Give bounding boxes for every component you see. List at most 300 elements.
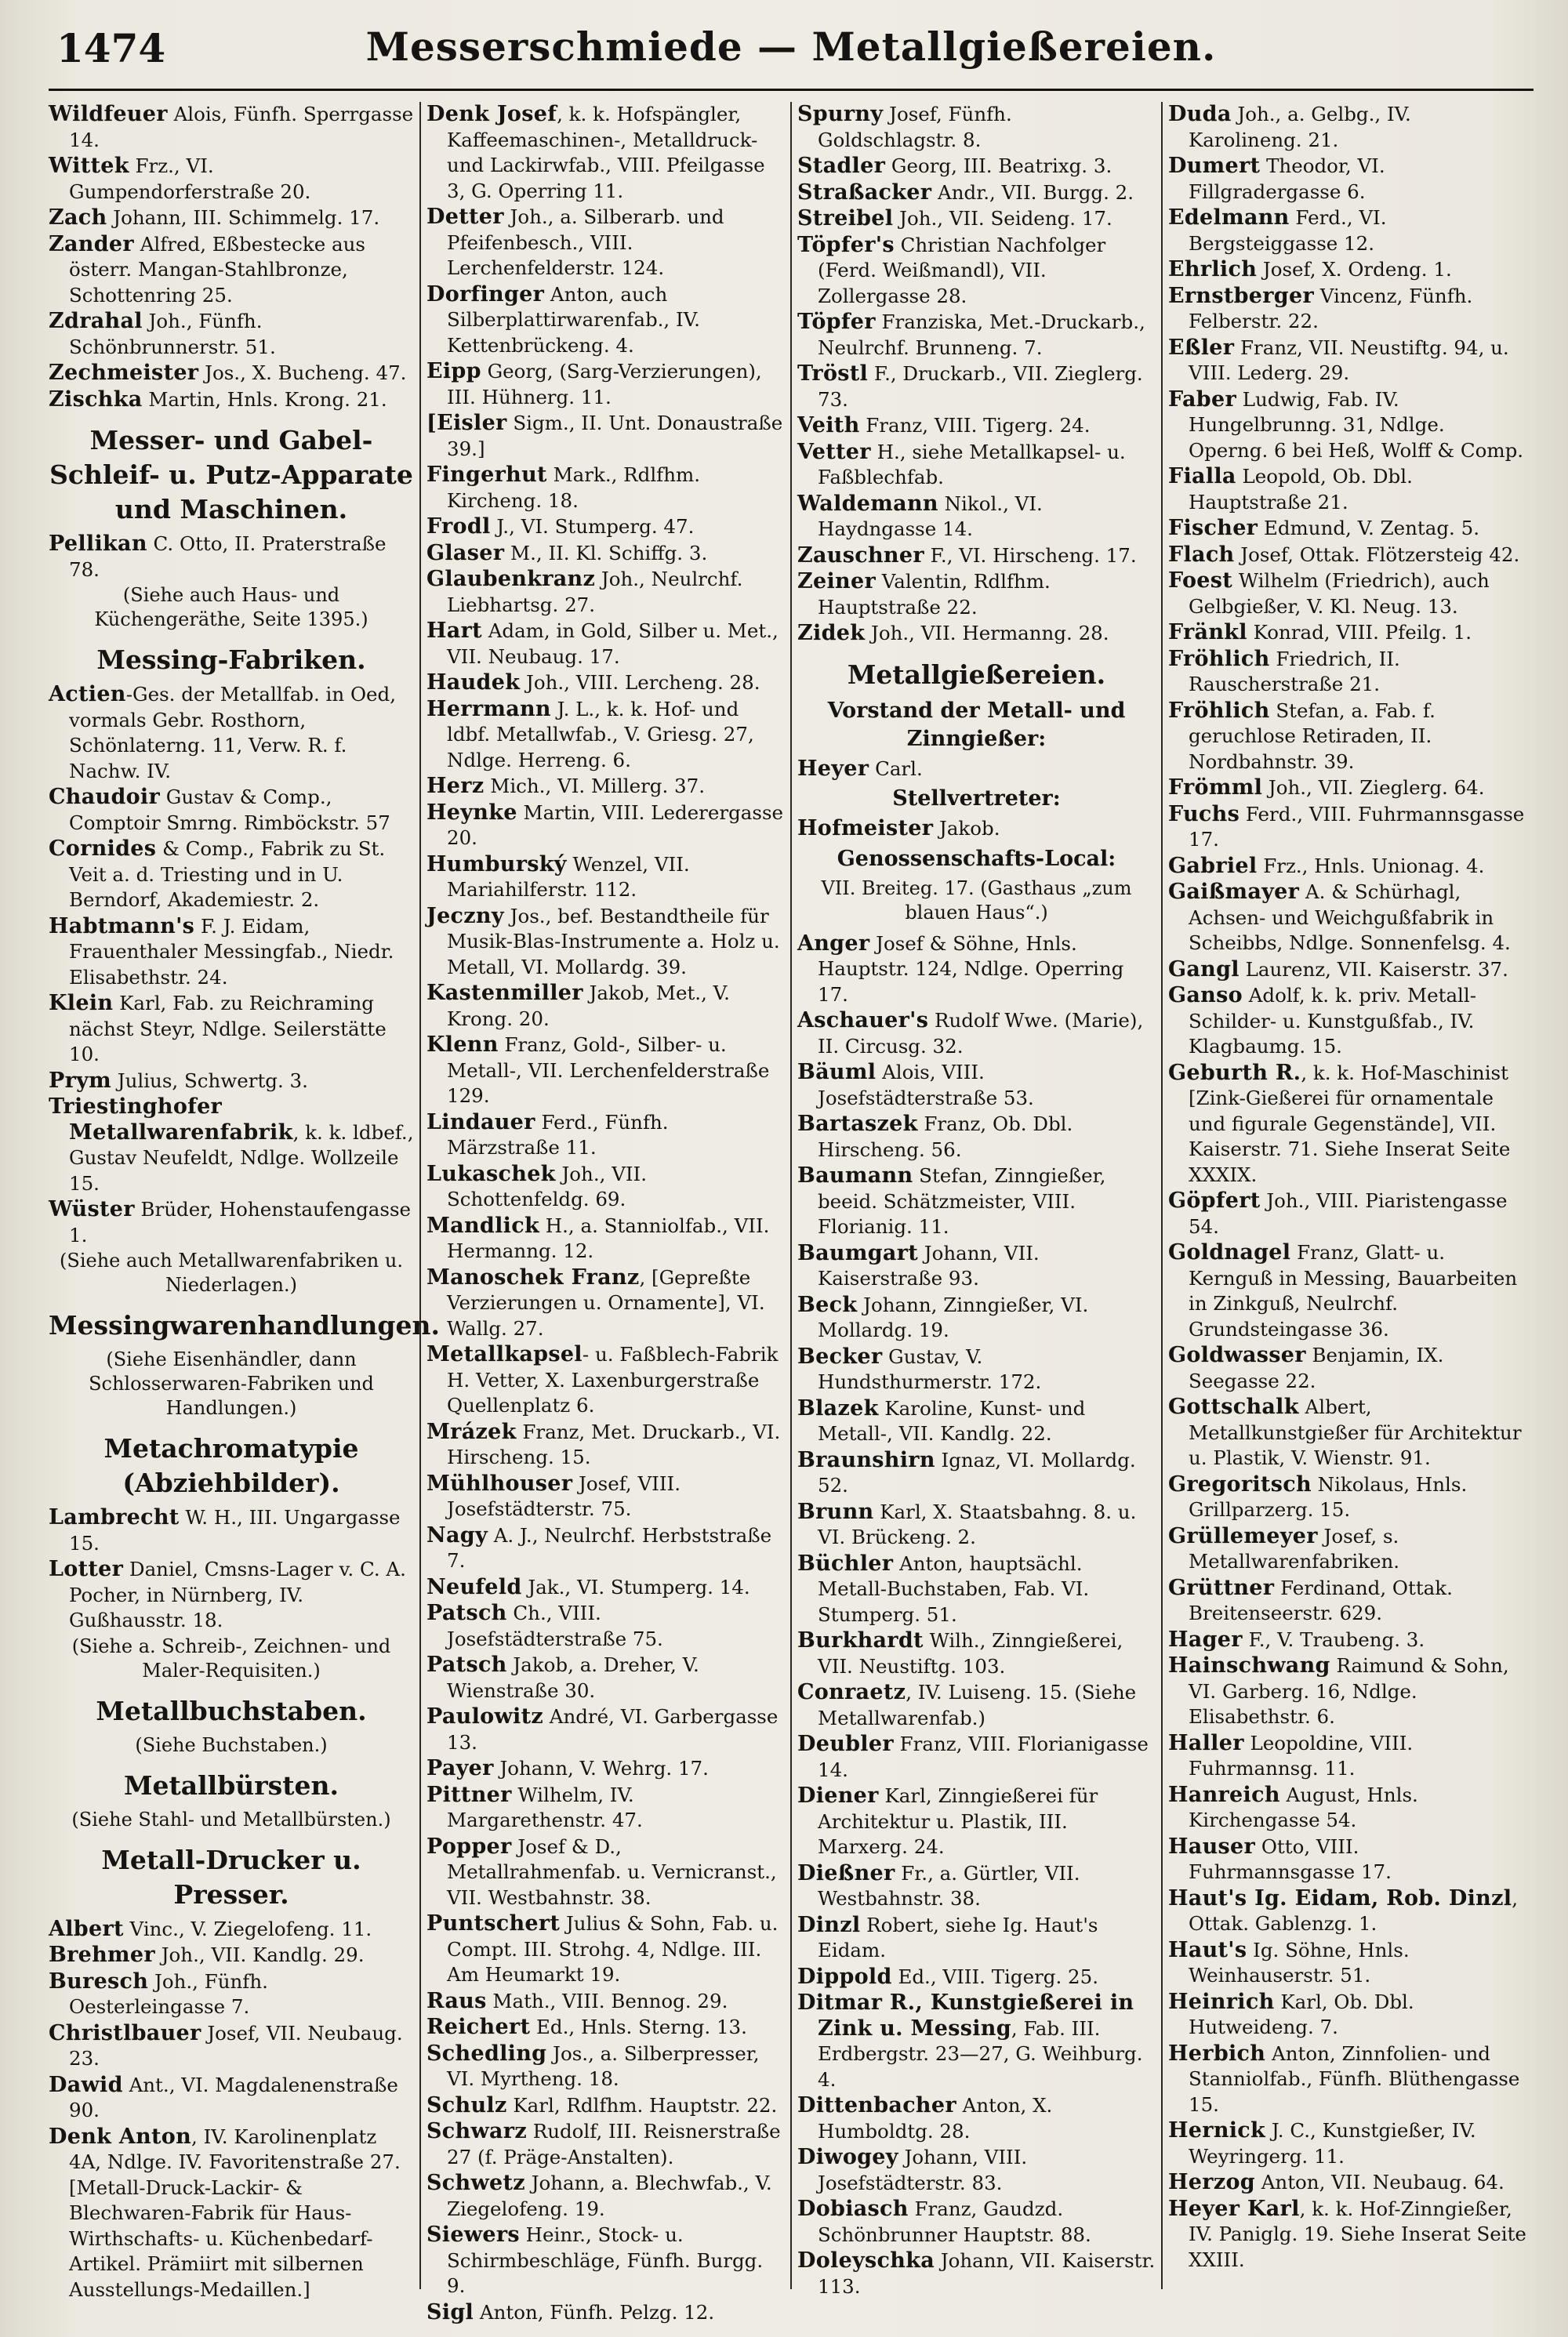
- entry-text: Adolf, k. k. priv. Metall-Schilder- u. Kunstgußfab., IV. Klagbaumg. 15.: [1189, 984, 1476, 1058]
- entry-text: Nikol., VI. Haydngasse 14.: [818, 492, 1043, 540]
- entry-name: Haut's: [1168, 1937, 1247, 1962]
- entry-text: Adam, in Gold, Silber u. Met., VII. Neubaug. 17.: [447, 619, 779, 668]
- list-item: [1168, 2197, 1526, 2273]
- entry-text: Georg, (Sarg-Verzierungen), III. Hühnerg. 11.: [447, 360, 762, 408]
- entry-text: , k. k. Hofspängler, Kaffeemaschinen-, Metalldruck- und Lackirwfab., VIII. Pfeilgasse 3, G. Operring 11.: [447, 103, 765, 202]
- entry-name: Duda: [1168, 102, 1232, 126]
- entry-text: Josef, VII. Neubaug. 23.: [69, 2021, 403, 2070]
- entry-name: Frömml: [1168, 775, 1263, 800]
- entry-text: Albert, Metallkunstgießer für Architektur u. Plastik, V. Wienstr. 91.: [1189, 1395, 1522, 1469]
- list-item: [797, 1680, 1156, 1731]
- entry-name: Fischer: [1168, 516, 1258, 540]
- entry-text: Wilh., Zinngießerei, VII. Neustiftg. 103.: [818, 1629, 1123, 1678]
- entry-text: Jos., bef. Bestandtheile für Musik-Blas-Instrumente a. Holz u. Metall, VI. Mollardg. 39.: [447, 904, 780, 978]
- entry-text: Ant., VI. Magdalenenstraße 90.: [69, 2073, 398, 2121]
- entry-name: Siewers: [426, 2223, 520, 2247]
- list-item: [1168, 516, 1526, 542]
- entry-text: Johann, VII. Kaiserstraße 93.: [818, 1241, 1040, 1290]
- cross-reference-note: (Siehe Eisenhändler, dann Schlosserwaren-Fabriken und Handlungen.): [89, 1348, 374, 1419]
- list-item: [426, 282, 785, 359]
- list-item: [1168, 1240, 1526, 1342]
- entry-text: Rudolf, III. Reisnerstraße 27 (f. Präge-Anstalten).: [447, 2120, 781, 2168]
- entry-name: Heyer Karl: [1168, 2196, 1300, 2221]
- section-heading: Metallgießereien.: [847, 659, 1106, 690]
- list-item: [426, 697, 785, 774]
- list-item: [426, 2015, 785, 2041]
- list-item: [1168, 387, 1526, 464]
- entry-name: Bäuml: [797, 1060, 877, 1084]
- list-item: [1168, 957, 1526, 983]
- list-item: [1168, 205, 1526, 256]
- entry-text: Johann, VIII. Josefstädterstr. 83.: [818, 2146, 1028, 2194]
- entry-name: Zach: [49, 205, 107, 230]
- subsection-heading: Genossenschafts-Local:: [837, 846, 1116, 871]
- entry-text: Joh., VII. Kandlg. 29.: [154, 1943, 365, 1966]
- entry-text: W. H., III. Ungargasse 15.: [69, 1506, 401, 1555]
- entry-text: Martin, VIII. Lederergasse 20.: [447, 800, 784, 849]
- list-item: [49, 2021, 414, 2072]
- entry-text: Ferd., Fünfh. Märzstraße 11.: [447, 1110, 669, 1159]
- entry-name: Streibel: [797, 206, 894, 230]
- entry-name: Nagy: [426, 1522, 488, 1548]
- entry-name: Christlbauer: [49, 2020, 201, 2045]
- entry-text: Jakob.: [933, 817, 1000, 840]
- list-item: [1168, 2170, 1526, 2196]
- entry-text: , [Gepreßte Verzierungen u. Ornamente], VI. Wallg. 27.: [447, 1265, 765, 1340]
- list-item: [49, 991, 414, 1068]
- entry-text: Frz., Hnls. Unionag. 4.: [1257, 854, 1485, 877]
- entry-text: , IV. Luiseng. 15. (Siehe Metallwarenfab.): [818, 1681, 1137, 1729]
- list-item: [426, 774, 785, 800]
- entry-text: Leopoldine, VIII. Fuhrmannsg. 11.: [1189, 1731, 1414, 1780]
- list-item: [1168, 1061, 1526, 1188]
- entry-text: F., VI. Hirscheng. 17.: [924, 543, 1137, 567]
- entry-text: Wenzel, VII. Mariahilferstr. 112.: [447, 852, 690, 901]
- list-item: [426, 205, 785, 281]
- entry-text: André, VI. Garbergasse 13.: [447, 1705, 779, 1754]
- entry-name: Albert: [49, 1916, 124, 1941]
- list-item: [1168, 699, 1526, 775]
- list-item: [426, 359, 785, 410]
- entry-text: Johann, a. Blechwfab., V. Ziegelofeng. 19.: [447, 2172, 772, 2220]
- entry-name: Blazek: [797, 1395, 879, 1421]
- entry-name: Göpfert: [1168, 1188, 1261, 1213]
- entry-name: Fröhlich: [1168, 698, 1270, 723]
- entry-name: Dießner: [797, 1860, 895, 1885]
- entry-name: Veith: [797, 413, 860, 437]
- list-item: [1168, 983, 1526, 1060]
- entry-text: Wilhelm (Friedrich), auch Gelbgießer, V. Kl. Neug. 13.: [1189, 569, 1490, 618]
- entry-text: Ig. Söhne, Hnls. Weinhauserstr. 51.: [1189, 1938, 1410, 1987]
- list-item: [797, 206, 1156, 232]
- list-item: [426, 567, 785, 618]
- list-item: [797, 2248, 1156, 2299]
- list-item: [797, 102, 1156, 153]
- entry-text: Mich., VI. Millerg. 37.: [484, 775, 705, 797]
- entry-text: Sigm., II. Unt. Donaustraße 39.]: [447, 412, 783, 460]
- entry-name: Faber: [1168, 386, 1236, 412]
- list-item: [797, 1008, 1156, 1059]
- list-item: [426, 2300, 785, 2326]
- entry-text: Karl, Rdlfhm. Hauptstr. 22.: [506, 2093, 778, 2117]
- entry-name: Pellikan: [49, 532, 147, 556]
- entry-name: Haller: [1168, 1730, 1244, 1755]
- list-item: [797, 757, 1156, 782]
- list-item: [426, 1783, 785, 1834]
- list-item: [797, 1060, 1156, 1111]
- entry-name: Baumgart: [797, 1240, 918, 1265]
- entry-text: Laurenz, VII. Kaiserstr. 37.: [1239, 957, 1508, 981]
- column-4: [1161, 102, 1532, 2289]
- directory-columns: [49, 102, 1534, 2324]
- list-item: [1168, 543, 1526, 568]
- section-heading: Messingwarenhandlungen.: [49, 1310, 440, 1341]
- entry-text: Joh., VII. Zieglerg. 64.: [1262, 776, 1485, 799]
- entry-name: Tröstl: [797, 361, 869, 386]
- list-item: [797, 2093, 1156, 2144]
- list-item: [1168, 1628, 1526, 1653]
- list-item: [797, 1965, 1156, 1990]
- entry-name: Mühlhouser: [426, 1471, 573, 1496]
- entry-name: Ditmar R., Kunstgießerei in Zink u. Messing: [797, 1990, 1134, 2041]
- entry-name: Heynke: [426, 800, 517, 825]
- entry-name: Puntschert: [426, 1911, 561, 1936]
- list-item: [426, 463, 785, 513]
- list-item: [797, 1241, 1156, 1292]
- entry-name: Dumert: [1168, 154, 1261, 178]
- entry-text: Frz., VI. Gumpendorferstraße 20.: [69, 154, 311, 203]
- entry-name: Zischka: [49, 386, 143, 412]
- list-item: [797, 492, 1156, 543]
- list-item: [797, 1396, 1156, 1447]
- entry-text: Franziska, Met.-Druckarb., Neulrchf. Brunneng. 7.: [818, 310, 1145, 359]
- entry-name: Wildfeuer: [49, 102, 168, 126]
- list-item: [797, 180, 1156, 206]
- entry-text: Konrad, VIII. Pfeilg. 1.: [1247, 621, 1472, 644]
- section-heading: Messer- und Gabel-Schleif- u. Putz-Apparate und Maschinen.: [49, 425, 413, 524]
- entry-text: -Ges. der Metallfab. in Oed, vormals Gebr. Rosthorn, Schönlaterng. 11, Verw. R. f. Nachw. IV.: [69, 683, 397, 782]
- entry-name: Klein: [49, 991, 114, 1015]
- list-item: [797, 1732, 1156, 1783]
- entry-name: Metallkapsel: [426, 1342, 583, 1366]
- entry-text: Josef, Ottak. Flötzersteig 42.: [1234, 543, 1520, 566]
- entry-text: Christian Nachfolger (Ferd. Weißmandl), VII. Zollergasse 28.: [818, 233, 1106, 307]
- entry-name: Baumann: [797, 1163, 913, 1188]
- list-item: [49, 1943, 414, 1969]
- list-item: [426, 1472, 785, 1522]
- entry-name: Sigl: [426, 2299, 474, 2324]
- list-item: [49, 1969, 414, 2020]
- entry-text: Ferdinand, Ottak. Breitenseerstr. 629.: [1189, 1576, 1453, 1624]
- list-item: [49, 1094, 414, 1196]
- entry-name: Edelmann: [1168, 205, 1290, 230]
- entry-text: Gustav, V. Hundsthurmerstr. 172.: [818, 1345, 1042, 1393]
- entry-name: Bartaszek: [797, 1112, 918, 1136]
- list-item: [49, 785, 414, 836]
- entry-text: Alois, Fünfh. Sperrgasse 14.: [69, 103, 414, 151]
- entry-text: Ch., VIII. Josefstädterstraße 75.: [447, 1602, 663, 1650]
- entry-text: Joh., VII. Schottenfeldg. 69.: [447, 1162, 648, 1210]
- entry-text: Karoline, Kunst- und Metall-, VII. Kandlg. 22.: [818, 1396, 1086, 1445]
- entry-name: Dittenbacher: [797, 2093, 956, 2117]
- entry-text: Joh., VIII. Lercheng. 28.: [520, 671, 760, 694]
- entry-name: Doleyschka: [797, 2248, 935, 2273]
- entry-name: Heinrich: [1168, 1989, 1275, 2014]
- list-item: [797, 154, 1156, 180]
- entry-name: Herz: [426, 774, 485, 798]
- entry-text: C. Otto, II. Praterstraße 78.: [69, 532, 387, 581]
- list-item: [1168, 1990, 1526, 2041]
- entry-text: Daniel, Cmsns-Lager v. C. A. Pocher, in Nürnberg, IV. Gußhausstr. 18.: [69, 1558, 406, 1631]
- entry-text: F. J. Eidam, Frauenthaler Messingfab., Niedr. Elisabethstr. 24.: [69, 914, 394, 989]
- list-item: [1168, 1343, 1526, 1394]
- entry-name: Lambrecht: [49, 1505, 180, 1530]
- entry-text: Valentin, Rdlfhm. Hauptstraße 22.: [818, 570, 1051, 619]
- entry-text: Josef & Söhne, Hnls. Hauptstr. 124, Ndlge. Operring 17.: [818, 931, 1124, 1006]
- entry-name: Diwogey: [797, 2145, 898, 2169]
- list-item: [426, 102, 785, 204]
- entry-text: A. & Schürhagl, Achsen- und Weichgußfabrik in Scheibbs, Ndlge. Sonnenfelsg. 4.: [1189, 880, 1511, 954]
- entry-text: Heinr., Stock- u. Schirmbeschläge, Fünfh. Burgg. 9.: [447, 2223, 764, 2297]
- entry-name: Dinzl: [797, 1912, 861, 1937]
- entry-name: Hainschwang: [1168, 1653, 1330, 1678]
- list-item: [426, 541, 785, 567]
- list-item: [797, 1293, 1156, 1344]
- entry-text: Georg, III. Beatrixg. 3.: [885, 154, 1112, 177]
- list-item: [1168, 1188, 1526, 1239]
- entry-text: Anton, Zinnfolien- und Stanniolfab., Fünfh. Blüthengasse 15.: [1189, 2041, 1520, 2116]
- entry-text: J., VI. Stumperg. 47.: [490, 515, 695, 538]
- entry-text: Friedrich, II. Rauscherstraße 21.: [1189, 647, 1400, 695]
- list-item: [797, 2197, 1156, 2248]
- list-item: [797, 1448, 1156, 1499]
- entry-name: Humburský: [426, 851, 567, 876]
- entry-text: Mark., Rdlfhm. Kircheng. 18.: [447, 463, 701, 512]
- entry-name: Brunn: [797, 1499, 874, 1524]
- entry-text: Ignaz, VI. Mollardg. 52.: [818, 1448, 1136, 1497]
- entry-text: Stefan, Zinngießer, beeid. Schätzmeister, VIII. Florianig. 11.: [818, 1164, 1106, 1238]
- entry-name: Payer: [426, 1756, 494, 1780]
- entry-text: Stefan, a. Fab. f. geruchlose Retiraden, II. Nordbahnstr. 39.: [1189, 699, 1436, 773]
- entry-name: Vetter: [797, 439, 871, 464]
- list-item: [426, 1575, 785, 1601]
- entry-text: Leopold, Ob. Dbl. Hauptstraße 21.: [1189, 465, 1413, 513]
- entry-name: Herrmann: [426, 696, 551, 721]
- list-item: [797, 621, 1156, 647]
- entry-text: , k. k. Hof-Maschinist [Zink-Gießerei für ornamentale und figurale Gegenstände], VII. Kaiserstr. 71. Siehe Inserat Seite XXXIX.: [1189, 1061, 1511, 1186]
- list-item: [1168, 154, 1526, 205]
- list-item: [426, 1214, 785, 1265]
- column-1: [49, 102, 440, 2301]
- entry-text: Franz, Ob. Dbl. Hirscheng. 56.: [818, 1112, 1073, 1161]
- entry-name: Cornides: [49, 836, 157, 861]
- entry-text: Josef, X. Ordeng. 1.: [1257, 258, 1452, 281]
- list-item: [49, 387, 414, 413]
- list-item: [426, 981, 785, 1032]
- entry-name: Dorfinger: [426, 281, 545, 307]
- entry-text: Alfred, Eßbestecke aus österr. Mangan-Stahlbronze, Schottenring 25.: [69, 232, 365, 307]
- entry-name: Glaser: [426, 540, 505, 565]
- entry-text: Josef, Fünfh. Goldschlagstr. 8.: [818, 103, 1012, 151]
- entry-name: Lukaschek: [426, 1161, 556, 1186]
- entry-name: Fuchs: [1168, 801, 1240, 826]
- running-title: Messerschmiede — Metallgießereien.: [365, 24, 1217, 70]
- entry-name: Becker: [797, 1344, 883, 1369]
- entry-text: Karl, Fab. zu Reichraming nächst Steyr, Ndlge. Seilerstätte 10.: [69, 992, 387, 1065]
- entry-text: Joh., Neulrchf. Liebhartsg. 27.: [447, 568, 743, 616]
- list-item: [797, 1990, 1156, 2092]
- entry-text: Robert, siehe Ig. Haut's Eidam.: [818, 1913, 1098, 1961]
- list-item: [797, 413, 1156, 439]
- entry-text: , IV. Karolinenplatz 4A, Ndlge. IV. Favoritenstraße 27. [Metall-Druck-Lackir- & Blechwaren-Fabrik für Haus-Wirthschafts- u. Küchenbedarf-Artikel. Prämiirt mit silbernen Ausstellungs-Medaillen.]: [69, 2125, 401, 2301]
- entry-name: Grüllemeyer: [1168, 1523, 1318, 1548]
- section-heading: Metallbuchstaben.: [96, 1695, 367, 1726]
- section-heading: Metall-Drucker u. Presser.: [101, 1844, 361, 1910]
- list-item: [1168, 1576, 1526, 1627]
- list-item: [426, 1420, 785, 1471]
- list-item: [1168, 854, 1526, 880]
- list-item: [1168, 102, 1526, 153]
- list-item: [797, 543, 1156, 569]
- entry-name: Töpfer: [797, 310, 876, 334]
- list-item: [49, 1917, 414, 1943]
- page-number: 1474: [56, 25, 166, 71]
- list-item: [49, 1557, 414, 1634]
- cross-reference-note: (Siehe auch Haus- und Küchengeräthe, Seite 1395.): [94, 584, 368, 630]
- entry-text: Karl, Ob. Dbl. Hutweideng. 7.: [1189, 1990, 1414, 2038]
- entry-name: Geburth R.: [1168, 1060, 1301, 1085]
- cross-reference-note: (Siehe Stahl- und Metallbürsten.): [71, 1808, 391, 1831]
- list-item: [797, 1345, 1156, 1395]
- list-item: [1168, 1886, 1526, 1937]
- list-item: [1168, 802, 1526, 853]
- entry-name: Glaubenkranz: [426, 567, 596, 591]
- entry-text: , Ottak. Gablenzg. 1.: [1189, 1886, 1519, 1935]
- list-item: [1168, 647, 1526, 698]
- list-item: [426, 1653, 785, 1704]
- entry-text: Jakob, a. Dreher, V. Wienstraße 30.: [447, 1653, 699, 1702]
- list-item: [426, 1989, 785, 2015]
- entry-name: Zander: [49, 231, 134, 256]
- list-item: [426, 411, 785, 462]
- list-item: [797, 440, 1156, 491]
- entry-text: , k. k. ldbef., Gustav Neufeldt, Ndlge. Wollzeile 15.: [69, 1120, 414, 1195]
- entry-name: Dippold: [797, 1964, 892, 1989]
- list-item: [49, 309, 414, 360]
- list-item: [1168, 1472, 1526, 1523]
- entry-name: Wüster: [49, 1197, 135, 1221]
- entry-name: Deubler: [797, 1732, 894, 1756]
- entry-text: Joh., VIII. Piaristengasse 54.: [1189, 1189, 1508, 1238]
- list-item: [49, 154, 414, 205]
- entry-name: Beck: [797, 1292, 858, 1317]
- entry-name: Gottschalk: [1168, 1395, 1299, 1419]
- entry-text: Jos., X. Bucheng. 47.: [198, 361, 407, 384]
- entry-text: Franz, Glatt- u. Kernguß in Messing, Bauarbeiten in Zinkguß, Neulrchf. Grundsteingasse 36.: [1189, 1241, 1518, 1341]
- entry-name: Goldnagel: [1168, 1240, 1291, 1265]
- list-item: [426, 514, 785, 540]
- entry-text: Andr., VII. Burgg. 2.: [931, 180, 1134, 204]
- entry-name: Mrázek: [426, 1419, 517, 1444]
- list-item: [797, 361, 1156, 412]
- entry-name: Gabriel: [1168, 853, 1258, 878]
- entry-name: Denk Josef: [426, 102, 557, 126]
- list-item: [426, 904, 785, 981]
- entry-name: Patsch: [426, 1601, 507, 1625]
- entry-name: Manoschek Franz: [426, 1265, 640, 1290]
- entry-name: Pittner: [426, 1782, 512, 1807]
- column-2: [419, 102, 790, 2324]
- list-item: [1168, 775, 1526, 801]
- list-item: [426, 1601, 785, 1652]
- entry-text: Brüder, Hohenstaufengasse 1.: [69, 1198, 412, 1247]
- list-item: [426, 852, 785, 903]
- entry-text: A. J., Neulrchf. Herbststraße 7.: [447, 1523, 772, 1572]
- entry-text: Joh., VII. Hermanng. 28.: [865, 622, 1109, 644]
- entry-name: Mandlick: [426, 1213, 539, 1238]
- entry-text: Franz, VIII. Florianigasse 14.: [818, 1733, 1149, 1781]
- entry-name: Ernstberger: [1168, 283, 1314, 308]
- entry-name: Grüttner: [1168, 1575, 1275, 1600]
- entry-name: Gangl: [1168, 956, 1240, 982]
- section-heading: Metallbürsten.: [124, 1769, 339, 1801]
- entry-text: M., II. Kl. Schiffg. 3.: [504, 541, 708, 564]
- entry-name: Büchler: [797, 1551, 894, 1576]
- entry-text: Johann, Zinngießer, VI. Mollardg. 19.: [818, 1293, 1089, 1341]
- entry-name: Spurny: [797, 102, 884, 126]
- entry-name: Schedling: [426, 2041, 547, 2066]
- entry-name: Jeczny: [426, 903, 504, 928]
- list-item: [49, 102, 414, 153]
- entry-name: Brehmer: [49, 1943, 155, 1967]
- entry-text: Anton, hauptsächl. Metall-Buchstaben, Fab. VI. Stumperg. 51.: [818, 1551, 1090, 1626]
- list-item: [49, 836, 414, 913]
- entry-name: Conraetz: [797, 1680, 906, 1704]
- list-item: [1168, 464, 1526, 515]
- entry-name: Actien: [49, 682, 126, 706]
- entry-text: Karl, Zinngießerei für Architektur u. Plastik, III. Marxerg. 24.: [818, 1784, 1098, 1858]
- list-item: [426, 1911, 785, 1988]
- entry-text: Ed., Hnls. Sterng. 13.: [530, 2016, 747, 2038]
- entry-name: Anger: [797, 931, 870, 956]
- entry-text: Wilhelm, IV. Margarethenstr. 47.: [447, 1783, 643, 1831]
- entry-text: Joh., Fünfh. Schönbrunnerstr. 51.: [69, 310, 276, 358]
- entry-name: Popper: [426, 1834, 512, 1859]
- list-item: [49, 232, 414, 309]
- list-item: [1168, 2118, 1526, 2169]
- entry-text: , Fab. III. Erdbergstr. 23—27, G. Weihburg. 4.: [818, 2016, 1143, 2091]
- list-item: [426, 1110, 785, 1161]
- list-item: [1168, 1834, 1526, 1885]
- entry-name: Schwarz: [426, 2119, 527, 2143]
- entry-name: Gregoritsch: [1168, 1472, 1312, 1497]
- entry-text: Alois, VIII. Josefstädterstraße 53.: [818, 1061, 1034, 1109]
- entry-name: Zechmeister: [49, 361, 199, 385]
- entry-text: Benjamin, IX. Seegasse 22.: [1189, 1344, 1444, 1392]
- entry-text: Jos., a. Silberpresser, VI. Myrtheng. 18.: [447, 2041, 760, 2090]
- list-item: [426, 2119, 785, 2170]
- entry-name: Zeiner: [797, 569, 876, 593]
- entry-text: Ludwig, Fab. IV. Hungelbrunng. 31, Ndlge. Operng. 6 bei Heß, Wolff & Comp.: [1189, 387, 1524, 462]
- entry-text: Vincenz, Fünfh. Felberstr. 22.: [1189, 284, 1473, 332]
- entry-name: Buresch: [49, 1969, 149, 1994]
- entry-name: Fröhlich: [1168, 646, 1270, 671]
- list-item: [49, 1069, 414, 1094]
- list-item: [797, 1913, 1156, 1964]
- entry-text: Franz, Gold-, Silber- u. Metall-, VII. Lerchenfelderstraße 129.: [447, 1033, 770, 1107]
- list-item: [1168, 336, 1526, 386]
- entry-name: Hernick: [1168, 2118, 1266, 2143]
